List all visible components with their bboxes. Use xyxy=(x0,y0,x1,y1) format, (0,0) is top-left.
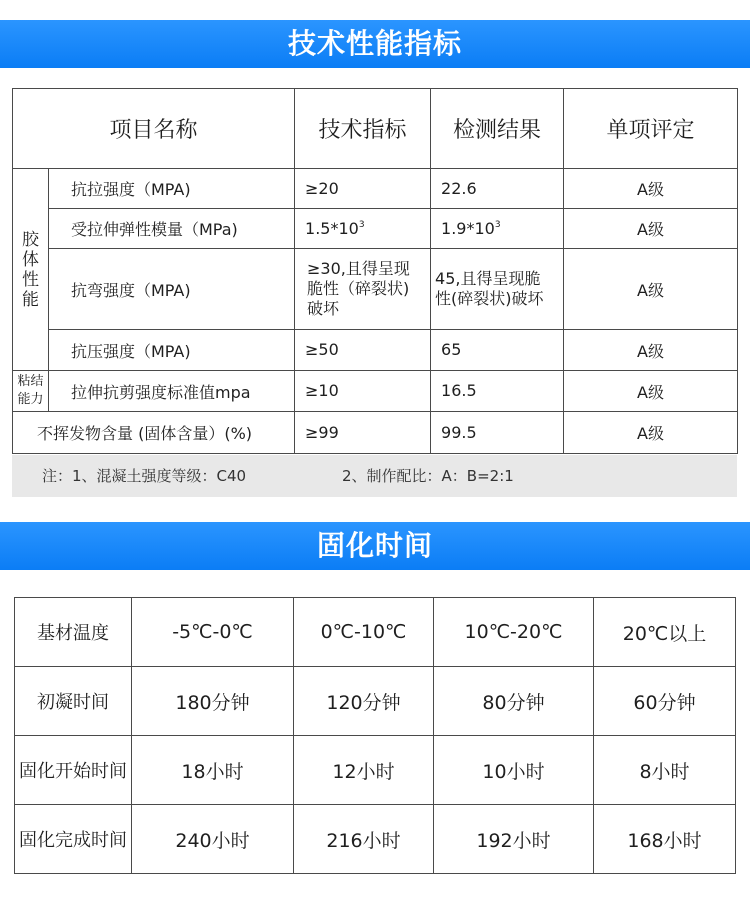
table-row xyxy=(15,805,736,874)
cure-time-table xyxy=(14,597,736,874)
table-header-row xyxy=(13,89,738,169)
item-name: 抗拉强度（MPA) xyxy=(49,169,295,209)
header-item-name: 项目名称 xyxy=(13,89,295,169)
spec-value: ≥20 xyxy=(295,169,431,209)
table-cell: 80分钟 xyxy=(434,667,594,736)
table-row xyxy=(15,736,736,805)
result-exponent: 3 xyxy=(494,219,501,230)
spec-base: 1.5*10 xyxy=(305,218,359,238)
header-result: 检测结果 xyxy=(431,89,564,169)
result-value xyxy=(431,209,564,249)
table-cell: 20℃以上 xyxy=(594,598,736,667)
result-base: 1.9*10 xyxy=(441,218,495,238)
group-label-bond: 粘结 能力 xyxy=(13,371,49,412)
grade-value: A级 xyxy=(564,249,738,330)
table-cell: 18小时 xyxy=(132,736,294,805)
table-row xyxy=(13,412,738,454)
grade-value: A级 xyxy=(564,209,738,249)
table-cell: 12小时 xyxy=(294,736,434,805)
spec-value: ≥30,且得呈现 脆性（碎裂状) 破坏 xyxy=(295,249,431,330)
section-title-tech-specs: 技术性能指标 xyxy=(0,20,750,68)
row-label: 基材温度 xyxy=(15,598,132,667)
spec-exponent: 3 xyxy=(358,219,365,230)
table-row xyxy=(13,209,738,249)
result-value: 45,且得呈现脆 性(碎裂状)破坏 xyxy=(431,249,564,330)
item-name: 抗弯强度（MPA) xyxy=(49,249,295,330)
grade-value: A级 xyxy=(564,330,738,371)
footnote-mix-ratio: 2、制作配比：A：B=2:1 xyxy=(342,467,514,485)
table-cell: 10℃-20℃ xyxy=(434,598,594,667)
result-value: 99.5 xyxy=(431,412,564,454)
grade-value: A级 xyxy=(564,371,738,412)
table-cell: 168小时 xyxy=(594,805,736,874)
footnote-bar xyxy=(12,455,737,497)
item-name: 受拉伸弹性模量（MPa) xyxy=(49,209,295,249)
result-value: 65 xyxy=(431,330,564,371)
table-row xyxy=(13,169,738,209)
spec-value xyxy=(295,209,431,249)
section-title-cure-time: 固化时间 xyxy=(0,522,750,570)
spec-value: ≥10 xyxy=(295,371,431,412)
header-spec: 技术指标 xyxy=(295,89,431,169)
table-cell: 120分钟 xyxy=(294,667,434,736)
table-cell: 8小时 xyxy=(594,736,736,805)
item-name: 抗压强度（MPA) xyxy=(49,330,295,371)
table-row xyxy=(13,371,738,412)
table-cell: 10小时 xyxy=(434,736,594,805)
grade-value: A级 xyxy=(564,169,738,209)
group-label-gel: 胶 体 性 能 xyxy=(13,169,49,371)
table-row xyxy=(15,667,736,736)
table-row xyxy=(13,249,738,330)
table-cell: 180分钟 xyxy=(132,667,294,736)
row-label: 固化完成时间 xyxy=(15,805,132,874)
footnote-concrete-grade: 注：1、混凝土强度等级：C40 xyxy=(42,467,247,485)
row-label: 固化开始时间 xyxy=(15,736,132,805)
result-value: 16.5 xyxy=(431,371,564,412)
grade-value: A级 xyxy=(564,412,738,454)
table-cell: -5℃-0℃ xyxy=(132,598,294,667)
row-label: 初凝时间 xyxy=(15,667,132,736)
table-cell: 0℃-10℃ xyxy=(294,598,434,667)
table-cell: 60分钟 xyxy=(594,667,736,736)
table-cell: 240小时 xyxy=(132,805,294,874)
table-row xyxy=(15,598,736,667)
header-grade: 单项评定 xyxy=(564,89,738,169)
result-value: 22.6 xyxy=(431,169,564,209)
table-row xyxy=(13,330,738,371)
spec-value: ≥50 xyxy=(295,330,431,371)
table-cell: 192小时 xyxy=(434,805,594,874)
tech-spec-table xyxy=(12,88,738,454)
item-name: 拉伸抗剪强度标准值mpa xyxy=(49,371,295,412)
table-cell: 216小时 xyxy=(294,805,434,874)
item-name: 不挥发物含量 (固体含量）(%) xyxy=(13,412,295,454)
spec-value: ≥99 xyxy=(295,412,431,454)
